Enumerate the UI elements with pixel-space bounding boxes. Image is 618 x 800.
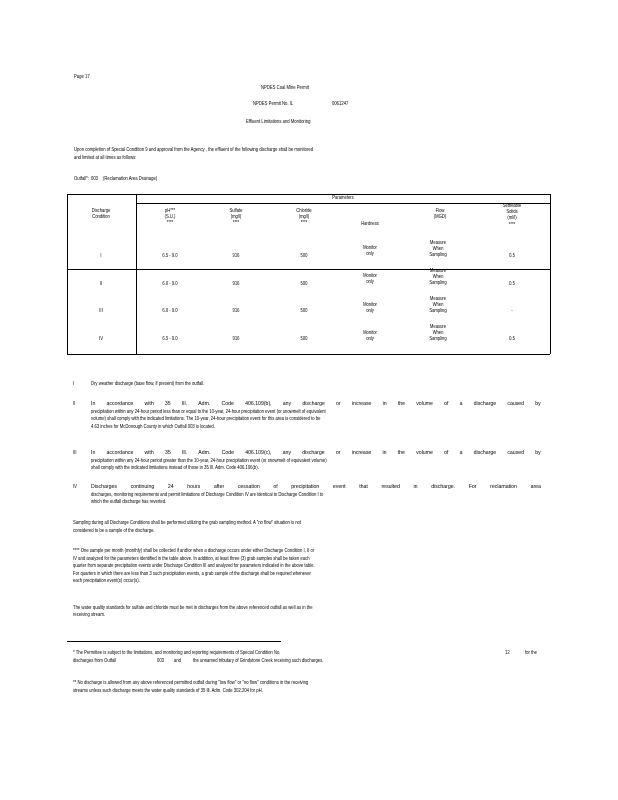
cell-chloride: 500 [300,281,308,287]
permit-number-value: 0061247 [332,101,349,107]
word: precipitation [291,484,320,490]
word: discharge [473,450,497,456]
header-flow [424,208,456,220]
word: 35 [164,401,171,407]
word: Code [221,401,234,407]
cell-flow [422,324,454,343]
header-line: Solids [506,209,518,216]
word: discharge [473,401,497,407]
word: a [459,401,463,407]
condition-ii-first-line [91,401,541,408]
header-line: **** [300,220,308,227]
word: that [359,484,368,490]
cell-sulfate: 916 [232,253,240,259]
header-line: Flow [435,208,445,214]
word: caused [507,450,525,456]
word: For [468,484,477,490]
permit-number-label: NPDES Permit No. IL [253,101,294,107]
cell-line: only [366,336,374,343]
cell-line: When [432,274,444,281]
footnote-2-line-2: streams unless such discharge meets the water quality standards of 35 Ill. Adm. Code 302.204 for pH. [73,688,263,694]
intro-line-2: and limited at all times as follows: [74,155,137,161]
quarterly-note-line-2: IV and analyzed for the parameters identified in the table above. In addition, at least three (3) grab samples shall be taken each [73,556,310,562]
cell-sulfate: 916 [232,336,240,342]
word: continuing [130,484,155,490]
word: of [444,450,449,456]
word: area [530,484,541,490]
outfall-number: 003 [91,176,99,182]
cell-line: Sampling [429,280,447,287]
quarterly-note-line-1: **** One sample per month (monthly) shall be collected if and/or when a discharge occurs under either Discharge Condition I, II or [73,548,315,554]
word: or [336,401,341,407]
condition-ii-number: II [73,401,76,407]
word: accordance [106,450,134,456]
cell-line: only [366,308,374,315]
word: discharge. [431,484,456,490]
condition-i-number: I [73,381,75,387]
outfall-description: (Reclamation Area Drainage) [103,176,158,182]
condition-iii-line-3: shall comply with the indicated limitations instead of those in 35 Ill. Adm. Code 406.106(b). [91,465,259,471]
cell-chloride: 500 [300,336,308,342]
grab-sampling-note-line-1: Sampling during all Discharge Conditions shall be performed utilizing the grab sampling method. A "no flow" situation is not [73,520,302,526]
word: In [91,450,96,456]
cell-line: Monitor [363,330,377,336]
word: discharge [302,450,325,456]
word: hours [187,484,201,490]
cell-condition: III [99,308,103,314]
word: any [282,450,291,456]
word: volume [416,450,433,456]
table-bottom-border [67,354,550,355]
cell-ph: 6.0 - 9.0 [162,281,178,287]
section-title: Effluent Limitations and Monitoring [246,119,311,125]
header-line: **** [166,220,174,227]
word: of [273,484,278,490]
header-line: (ml/l) [507,215,517,222]
header-line: Settleable [502,203,522,209]
footnote-1-line-2-end: the unnamed tributary of Grindstone Creek receiving such discharges. [193,658,324,664]
word: increase [351,450,372,456]
header-sulfate [220,208,252,227]
condition-ii-line-3: volume) shall comply with the indicated limitations. The 10-year, 24-hour precipitation event for this area is considered to be [91,416,321,422]
word: the [397,401,406,407]
word: Discharges [91,484,117,490]
page-number: Page 17 [74,74,90,80]
word: 406.109(b), [245,401,272,407]
footnote-1-line-1: * The Permittee is subject to the limitations, and monitoring and reporting requirements of Special Condition No. [73,650,281,656]
condition-iv-number: IV [73,484,77,490]
word: in [382,401,387,407]
header-line: Sulfate [229,208,243,214]
footnote-1-condition-number: 12 [505,650,510,656]
cell-chloride: 500 [300,308,308,314]
cell-condition: II [99,281,103,287]
word: Adm. [198,401,211,407]
cell-hardness [354,330,386,342]
header-ph [154,208,186,227]
condition-ii-line-2: precipitation within any 24-hour period less than or equal to the 10-year, 24-hour precipitation event (or snowmelt of equivalent [91,409,326,415]
quarterly-note-line-4: For quarters in which there are less than 3 such precipitation events, a grab sample of the discharge shall be required whenever [73,571,311,577]
condition-iv-line-2: discharges, monitoring requirements and permit limitations of Discharge Condition IV are identical to Discharge Condition I to [91,492,324,498]
word: with [144,401,154,407]
row-divider [67,269,550,270]
header-line: **** [232,220,240,227]
word: after [213,484,225,490]
word: Ill. [181,450,188,456]
word: accordance [106,401,134,407]
grab-sampling-note-line-2: considered to be a sample of the discharge. [73,528,155,534]
cell-line: Sampling [429,308,447,315]
word: Code [221,450,234,456]
header-line: Chloride [296,208,312,214]
condition-ii-line-4: 4.63 inches for McDonough County in which Outfall 003 is located. [91,424,215,430]
word: increase [351,401,372,407]
cell-line: Sampling [429,336,447,343]
header-line: (MGD) [433,214,447,221]
word: by [535,450,541,456]
word: the [397,450,405,456]
cell-line: Monitor [363,302,377,308]
header-line: Condition [92,214,110,221]
word: cessation [237,484,260,490]
cell-hardness [354,245,386,257]
condition-iii-first-line [91,450,541,457]
word: 406.109(c), [245,450,272,456]
cell-line: Sampling [429,252,447,259]
cell-flow [422,268,454,287]
header-hardness: Hardness [361,221,379,227]
water-quality-note-line-1: The water quality standards for sulfate and chloride must be met in discharges from the above referenced outfall as well as in the [73,605,313,611]
quarterly-note-line-3: quarter from separate precipitation events under Discharge Condition III and analyzed for parameters indicated in the above table. [73,563,315,569]
condition-iii-line-2: precipitation within any 24-hour period greater than the 10-year, 24-hour precipitation event (or snowmelt of equivalent volume) [91,458,327,464]
word: event [332,484,346,490]
word: resulted [381,484,400,490]
condition-iv-first-line [91,484,541,491]
footnote-1-line-2-start: discharges from Outfall [73,658,117,664]
cell-ph: 6.0 - 9.0 [162,308,178,314]
condition-i-text: Dry weather discharge (base flow, if present) from the outfall. [91,381,205,387]
cell-line: When [432,246,444,253]
cell-sulfate: 916 [232,308,240,314]
word: discharge [302,401,325,407]
footnote-divider [67,641,281,642]
table-right-border [550,194,551,354]
word: volume [416,401,433,407]
cell-ph: 6.5 - 9.0 [162,336,178,342]
footnote-1-tail: for the [525,650,537,656]
cell-chloride: 500 [300,253,308,259]
header-chloride [288,208,320,227]
cell-ph: 6.5 - 9.0 [162,253,178,259]
cell-line: Measure [429,296,447,302]
header-line: (mg/l) [230,214,242,221]
word: Ill. [181,401,188,407]
header-discharge-condition [77,208,125,220]
footnote-1-and: and [174,658,182,664]
word: caused [507,401,525,407]
outfall-label: Outfall*: [74,176,89,182]
cell-line: When [432,330,444,337]
word: any [282,401,292,407]
word: or [335,450,341,456]
cell-flow [422,296,454,315]
condition-iv-line-3: which the outfall discharge has reverted. [91,499,167,505]
quarterly-note-line-5: each precipitation event(s) occur(s). [73,578,140,584]
condition-iii-number: III [73,450,77,456]
word: Adm. [198,450,211,456]
cell-hardness [354,273,386,285]
header-line: Discharge [91,208,111,214]
word: with [144,450,154,456]
parameters-heading: Parameters [332,195,354,201]
word: in [382,450,387,456]
cell-line: When [432,302,444,309]
cell-hardness [354,302,386,314]
word: reclamation [490,484,517,490]
cell-settleable: 0.5 [509,253,515,259]
cell-flow [422,240,454,259]
intro-line-1: Upon completion of Special Condition 9 and approval from the Agency , the effluent of the following discharge shall be monitored [74,147,314,153]
cell-line: Measure [429,268,447,274]
header-line: **** [508,221,516,228]
cell-settleable: 0.5 [509,336,515,342]
cell-line: Measure [429,240,447,246]
header-settleable-solids [496,203,528,228]
word: by [535,401,541,407]
water-quality-note-line-2: receiving stream. [73,612,106,618]
cell-settleable: 0.5 [509,281,515,287]
header-line: pH*** [164,208,176,214]
cell-settleable: - [511,308,513,314]
cell-condition: IV [99,336,103,342]
table-condition-divider [136,194,137,354]
parameters-header-rule [136,203,550,204]
cell-line: Monitor [363,245,377,251]
word: in [413,484,418,490]
cell-line: Measure [429,324,447,330]
cell-line: Monitor [363,273,377,279]
table-left-border [67,194,68,354]
word: a [459,450,463,456]
word: 35 [164,450,171,456]
cell-sulfate: 916 [232,281,240,287]
permit-title: NPDES Coal Mine Permit [261,85,309,91]
cell-line: only [366,251,374,258]
cell-line: only [366,279,374,286]
word: of [444,401,449,407]
word: 24 [167,484,174,490]
cell-condition: I [100,253,102,259]
footnote-1-outfall: 003 [157,658,165,664]
word: In [91,401,96,407]
header-line: (S.U.) [164,214,176,221]
footnote-2-line-1: ** No discharge is allowed from any above referenced permitted outfall during "low flow" or "no flow" conditions in the receiving [73,680,309,686]
header-line: (mg/l) [298,214,310,221]
